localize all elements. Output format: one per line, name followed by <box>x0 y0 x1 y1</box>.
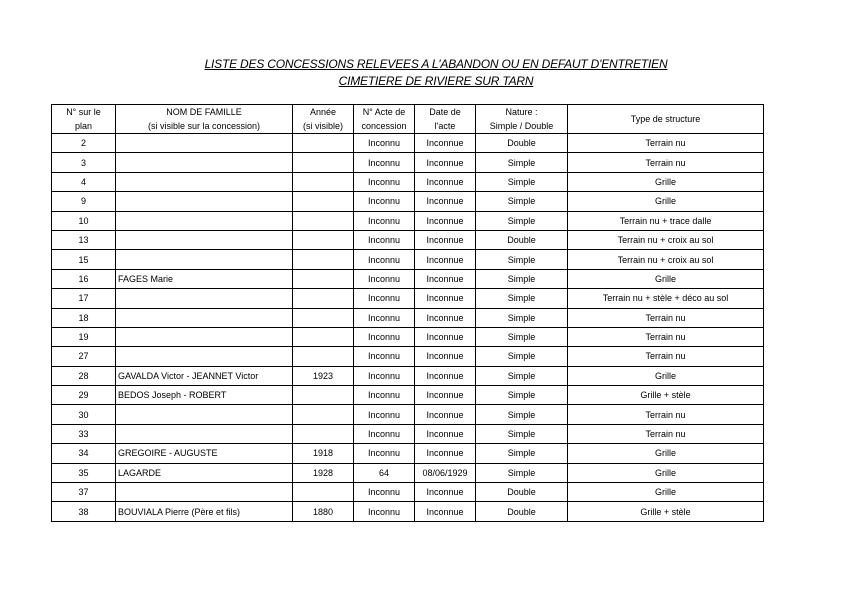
cell-act-date: Inconnue <box>415 192 476 211</box>
cell-plan-number: 28 <box>52 366 116 385</box>
cell-structure-type: Terrain nu + croix au sol <box>568 250 764 269</box>
cell-year <box>293 424 354 443</box>
cell-plan-number: 27 <box>52 347 116 366</box>
cell-structure-type: Terrain nu <box>568 347 764 366</box>
cell-family-name <box>116 327 293 346</box>
cell-plan-number: 19 <box>52 327 116 346</box>
table-row <box>52 192 764 211</box>
table-row <box>52 424 764 443</box>
cell-year <box>293 153 354 172</box>
cell-plan-number: 10 <box>52 211 116 230</box>
cell-family-name <box>116 172 293 191</box>
cell-act-date: Inconnue <box>415 134 476 153</box>
table-row <box>52 386 764 405</box>
cell-family-name <box>116 347 293 366</box>
table-row <box>52 230 764 249</box>
cell-act-date: Inconnue <box>415 327 476 346</box>
cell-plan-number: 37 <box>52 483 116 502</box>
concessions-table <box>51 104 764 522</box>
cell-act-date: Inconnue <box>415 444 476 463</box>
cell-structure-type: Grille <box>568 444 764 463</box>
cell-plan-number: 34 <box>52 444 116 463</box>
header-act-date: Date de l'acte <box>415 105 476 134</box>
cell-act-date: Inconnue <box>415 289 476 308</box>
cell-year: 1918 <box>293 444 354 463</box>
cell-year: 1880 <box>293 502 354 521</box>
cell-nature: Simple <box>476 153 568 172</box>
cell-nature: Simple <box>476 192 568 211</box>
cell-nature: Simple <box>476 269 568 288</box>
cell-year <box>293 483 354 502</box>
cell-act-date: Inconnue <box>415 502 476 521</box>
document-header <box>0 56 842 90</box>
header-structure-type: Type de structure <box>568 105 764 134</box>
cell-act-date: Inconnue <box>415 308 476 327</box>
header-act-number: N° Acte de concession <box>354 105 415 134</box>
cell-act-number: Inconnu <box>354 386 415 405</box>
cell-family-name <box>116 192 293 211</box>
cell-plan-number: 2 <box>52 134 116 153</box>
cell-family-name: FAGES Marie <box>116 269 293 288</box>
cell-plan-number: 17 <box>52 289 116 308</box>
cell-act-number: Inconnu <box>354 366 415 385</box>
cell-act-number: Inconnu <box>354 308 415 327</box>
document-title: LISTE DES CONCESSIONS RELEVEES A L'ABANDON OU EN DEFAUT D'ENTRETIEN <box>204 57 668 71</box>
cell-year <box>293 289 354 308</box>
cell-year <box>293 230 354 249</box>
cell-plan-number: 18 <box>52 308 116 327</box>
cell-year <box>293 347 354 366</box>
cell-act-number: Inconnu <box>354 483 415 502</box>
table-row <box>52 327 764 346</box>
cell-nature: Simple <box>476 463 568 482</box>
cell-family-name <box>116 424 293 443</box>
cell-act-number: Inconnu <box>354 444 415 463</box>
table-header-row <box>52 105 764 134</box>
cell-family-name <box>116 289 293 308</box>
header-year: Année (si visible) <box>293 105 354 134</box>
cell-year <box>293 405 354 424</box>
cell-act-date: Inconnue <box>415 153 476 172</box>
cell-nature: Simple <box>476 327 568 346</box>
document-subtitle: CIMETIERE DE RIVIERE SUR TARN <box>338 74 534 88</box>
cell-act-date: Inconnue <box>415 347 476 366</box>
cell-structure-type: Terrain nu <box>568 134 764 153</box>
cell-act-number: Inconnu <box>354 250 415 269</box>
table-row <box>52 134 764 153</box>
table-row <box>52 172 764 191</box>
cell-nature: Double <box>476 134 568 153</box>
cell-structure-type: Grille + stèle <box>568 386 764 405</box>
cell-structure-type: Terrain nu <box>568 153 764 172</box>
cell-nature: Simple <box>476 308 568 327</box>
cell-act-date: Inconnue <box>415 405 476 424</box>
cell-act-number: Inconnu <box>354 172 415 191</box>
cell-act-number: Inconnu <box>354 153 415 172</box>
cell-nature: Double <box>476 230 568 249</box>
cell-family-name <box>116 308 293 327</box>
table-row <box>52 463 764 482</box>
cell-family-name: GAVALDA Victor - JEANNET Victor <box>116 366 293 385</box>
cell-nature: Simple <box>476 289 568 308</box>
cell-act-number: Inconnu <box>354 347 415 366</box>
cell-year <box>293 211 354 230</box>
table-row <box>52 483 764 502</box>
cell-family-name <box>116 153 293 172</box>
cell-act-number: Inconnu <box>354 192 415 211</box>
cell-family-name: BEDOS Joseph - ROBERT <box>116 386 293 405</box>
cell-structure-type: Terrain nu <box>568 424 764 443</box>
table-row <box>52 153 764 172</box>
table-row <box>52 347 764 366</box>
cell-nature: Simple <box>476 444 568 463</box>
cell-act-date: Inconnue <box>415 230 476 249</box>
cell-plan-number: 9 <box>52 192 116 211</box>
cell-year <box>293 192 354 211</box>
cell-nature: Double <box>476 483 568 502</box>
cell-act-date: Inconnue <box>415 250 476 269</box>
cell-plan-number: 15 <box>52 250 116 269</box>
cell-nature: Simple <box>476 386 568 405</box>
table-row <box>52 444 764 463</box>
cell-act-date: Inconnue <box>415 211 476 230</box>
cell-structure-type: Grille <box>568 366 764 385</box>
cell-year <box>293 250 354 269</box>
cell-act-number: Inconnu <box>354 230 415 249</box>
table-row <box>52 250 764 269</box>
cell-act-date: Inconnue <box>415 483 476 502</box>
cell-nature: Simple <box>476 424 568 443</box>
cell-plan-number: 29 <box>52 386 116 405</box>
cell-act-number: Inconnu <box>354 289 415 308</box>
table-row <box>52 269 764 288</box>
cell-year <box>293 172 354 191</box>
cell-plan-number: 4 <box>52 172 116 191</box>
cell-family-name: BOUVIALA Pierre (Père et fils) <box>116 502 293 521</box>
cell-structure-type: Grille <box>568 269 764 288</box>
cell-family-name <box>116 211 293 230</box>
cell-act-number: 64 <box>354 463 415 482</box>
header-nature: Nature : Simple / Double <box>476 105 568 134</box>
cell-plan-number: 38 <box>52 502 116 521</box>
cell-structure-type: Grille + stèle <box>568 502 764 521</box>
cell-act-number: Inconnu <box>354 134 415 153</box>
cell-family-name <box>116 134 293 153</box>
cell-year <box>293 308 354 327</box>
cell-plan-number: 33 <box>52 424 116 443</box>
cell-nature: Double <box>476 502 568 521</box>
cell-act-date: Inconnue <box>415 366 476 385</box>
cell-act-date: Inconnue <box>415 424 476 443</box>
cell-act-number: Inconnu <box>354 405 415 424</box>
cell-plan-number: 13 <box>52 230 116 249</box>
cell-plan-number: 3 <box>52 153 116 172</box>
cell-act-date: Inconnue <box>415 172 476 191</box>
cell-act-number: Inconnu <box>354 269 415 288</box>
cell-act-number: Inconnu <box>354 424 415 443</box>
cell-act-date: 08/06/1929 <box>415 463 476 482</box>
cell-structure-type: Grille <box>568 172 764 191</box>
cell-year <box>293 269 354 288</box>
cell-family-name <box>116 230 293 249</box>
cell-plan-number: 35 <box>52 463 116 482</box>
cell-act-number: Inconnu <box>354 327 415 346</box>
cell-structure-type: Terrain nu + trace dalle <box>568 211 764 230</box>
cell-structure-type: Terrain nu + croix au sol <box>568 230 764 249</box>
table-row <box>52 308 764 327</box>
table-row <box>52 502 764 521</box>
cell-year <box>293 134 354 153</box>
cell-year: 1923 <box>293 366 354 385</box>
cell-structure-type: Terrain nu <box>568 327 764 346</box>
cell-structure-type: Grille <box>568 463 764 482</box>
cell-structure-type: Grille <box>568 192 764 211</box>
cell-structure-type: Terrain nu <box>568 405 764 424</box>
cell-family-name <box>116 483 293 502</box>
cell-act-date: Inconnue <box>415 386 476 405</box>
table-row <box>52 289 764 308</box>
cell-nature: Simple <box>476 172 568 191</box>
cell-year <box>293 386 354 405</box>
table-row <box>52 366 764 385</box>
cell-family-name <box>116 405 293 424</box>
cell-nature: Simple <box>476 347 568 366</box>
header-family-name: NOM DE FAMILLE (si visible sur la concession) <box>116 105 293 134</box>
cell-plan-number: 16 <box>52 269 116 288</box>
cell-plan-number: 30 <box>52 405 116 424</box>
cell-nature: Simple <box>476 366 568 385</box>
cell-act-date: Inconnue <box>415 269 476 288</box>
cell-structure-type: Grille <box>568 483 764 502</box>
cell-structure-type: Terrain nu + stèle + déco au sol <box>568 289 764 308</box>
cell-nature: Simple <box>476 250 568 269</box>
table-row <box>52 405 764 424</box>
cell-year: 1928 <box>293 463 354 482</box>
cell-family-name <box>116 250 293 269</box>
cell-year <box>293 327 354 346</box>
cell-act-number: Inconnu <box>354 502 415 521</box>
cell-structure-type: Terrain nu <box>568 308 764 327</box>
header-plan-number: N° sur le plan <box>52 105 116 134</box>
table-row <box>52 211 764 230</box>
cell-family-name: LAGARDE <box>116 463 293 482</box>
cell-nature: Simple <box>476 405 568 424</box>
cell-act-number: Inconnu <box>354 211 415 230</box>
cell-nature: Simple <box>476 211 568 230</box>
cell-family-name: GREGOIRE - AUGUSTE <box>116 444 293 463</box>
